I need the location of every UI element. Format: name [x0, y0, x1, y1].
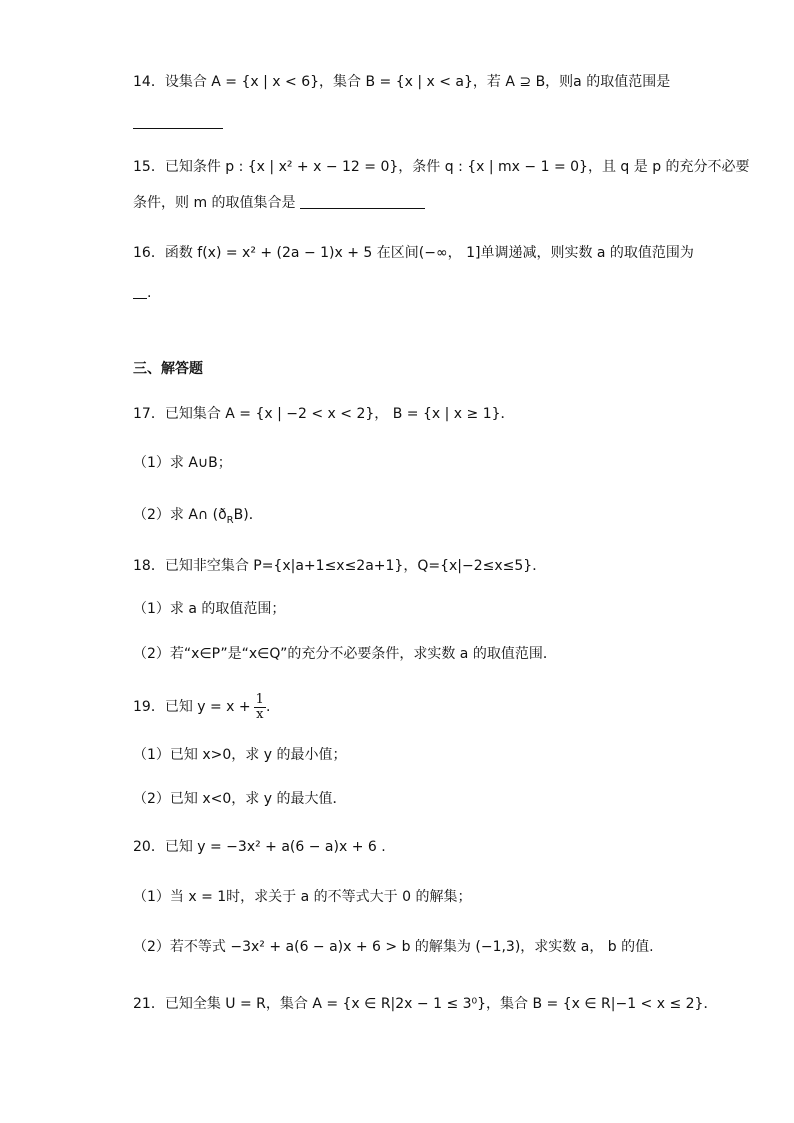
q19-line1	[133, 690, 674, 724]
q19-part2: （2）已知 x<0，求 y 的最大值．	[133, 791, 347, 807]
q19-fraction	[254, 693, 266, 722]
q18-part1: （1）求 a 的取值范围；	[133, 601, 286, 617]
q15-answer-blank[interactable]	[300, 194, 425, 209]
q19-frac-num: 1	[255, 691, 264, 707]
q17-line1: 17．已知集合 A = {x | −2 < x < 2}， B = {x | x ≥ 1}．	[133, 406, 515, 422]
q16-line2-tail: .	[147, 285, 152, 301]
q18-line1: 18．已知非空集合 P={x|a+1≤x≤2a+1}，Q={x|−2≤x≤5}．	[133, 558, 547, 574]
q19-frac-den: x	[256, 706, 264, 722]
q17-part2-text: （2）求 A∩ (ð	[133, 507, 227, 523]
q16-answer-blank[interactable]	[133, 284, 147, 299]
q17-part1: （1）求 A∪B；	[133, 455, 232, 471]
q14-line1: 14．设集合 A = {x | x < 6}，集合 B = {x | x < a}，若 A ⊇ B，则a 的取值范围是	[133, 74, 671, 90]
q19-part1: （1）已知 x>0，求 y 的最小值；	[133, 747, 347, 763]
q17-part2	[133, 504, 674, 532]
q20-part2: （2）若不等式 −3x² + a(6 − a)x + 6 > b 的解集为 (−1,3)，求实数 a， b 的值.	[133, 939, 654, 955]
q19-line1-text: 19．已知 y = x +	[133, 699, 251, 715]
q16-line2	[133, 282, 674, 304]
q16-line1: 16．函数 f(x) = x² + (2a − 1)x + 5 在区间(−∞， 1]单调递减，则实数 a 的取值范围为	[133, 245, 694, 261]
q19-line1-tail: .	[265, 699, 271, 715]
q17-part2-tail: B)．	[233, 507, 263, 523]
q15-line1: 15．已知条件 p : {x | x² + x − 12 = 0}，条件 q : {x | mx − 1 = 0}，且 q 是 p 的充分不必要	[133, 159, 750, 175]
q14-answer-blank[interactable]	[133, 112, 674, 134]
q17-part2-sub: R	[226, 514, 234, 526]
q15-line2-text: 条件，则 m 的取值集合是	[133, 195, 296, 211]
q20-part1: （1）当 x = 1时，求关于 a 的不等式大于 0 的解集；	[133, 889, 472, 905]
section-3-title: 三、解答题	[133, 361, 203, 377]
q21-line1: 21．已知全集 U = R，集合 A = {x ∈ R|2x − 1 ≤ 3⁰}，集合 B = {x ∈ R|−1 < x ≤ 2}．	[133, 996, 718, 1012]
q18-part2: （2）若“x∈P”是“x∈Q”的充分不必要条件，求实数 a 的取值范围．	[133, 646, 557, 662]
q15-line2	[133, 192, 674, 214]
q20-line1: 20．已知 y = −3x² + a(6 − a)x + 6 .	[133, 839, 386, 855]
